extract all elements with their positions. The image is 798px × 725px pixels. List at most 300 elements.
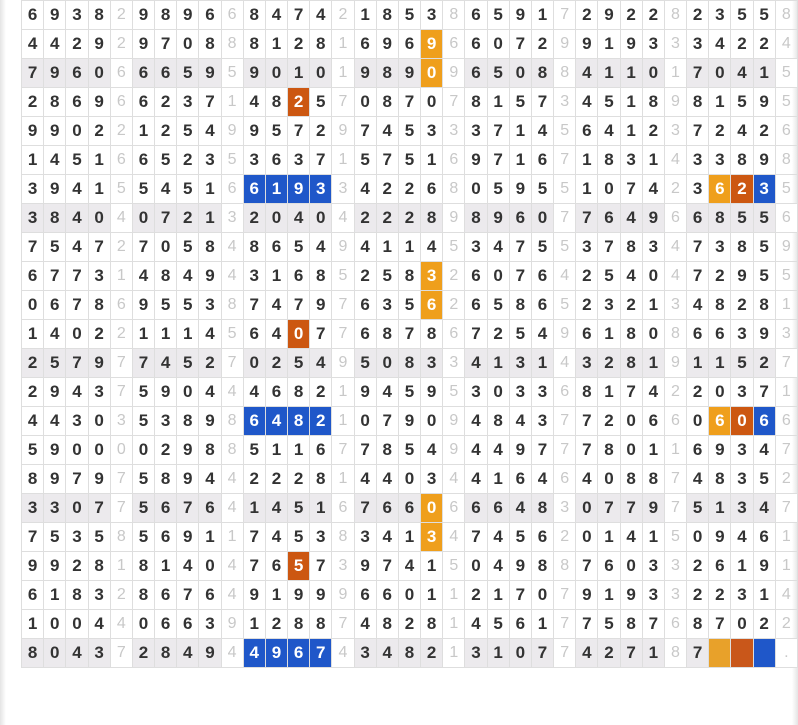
grid-cell: 9	[177, 436, 199, 465]
grid-row	[22, 552, 798, 581]
grid-cell: 1	[775, 378, 797, 407]
grid-cell: 6	[265, 378, 287, 407]
grid-cell: 3	[576, 349, 598, 378]
grid-cell: 1	[775, 552, 797, 581]
grid-cell: 0	[487, 30, 509, 59]
grid-cell: 9	[243, 117, 265, 146]
grid-cell: 9	[443, 204, 465, 233]
grid-cell: 4	[66, 233, 88, 262]
grid-cell: 9	[177, 465, 199, 494]
grid-cell: 7	[531, 639, 553, 668]
grid-cell: 3	[155, 407, 177, 436]
grid-cell: 1	[687, 349, 709, 378]
grid-cell: 8	[376, 88, 398, 117]
grid-cell: 5	[132, 523, 154, 552]
grid-cell: 5	[554, 117, 576, 146]
grid-cell: 4	[354, 175, 376, 204]
grid-row	[22, 523, 798, 552]
grid-row	[22, 175, 798, 204]
grid-cell: 1	[421, 581, 443, 610]
grid-cell: 7	[664, 465, 686, 494]
grid-cell: 1	[199, 204, 221, 233]
grid-cell: 1	[775, 291, 797, 320]
grid-cell: 9	[310, 581, 332, 610]
grid-cell: 8	[421, 204, 443, 233]
grid-cell: 5	[22, 436, 44, 465]
grid-cell: 4	[576, 465, 598, 494]
grid-cell: 1	[775, 523, 797, 552]
grid-cell: 9	[509, 436, 531, 465]
grid-cell: 7	[598, 233, 620, 262]
grid-cell: 2	[199, 349, 221, 378]
grid-cell: 2	[155, 436, 177, 465]
grid-cell: 6	[199, 1, 221, 30]
grid-cell: 4	[376, 378, 398, 407]
grid-cell: 2	[709, 262, 731, 291]
grid-row	[22, 349, 798, 378]
grid-cell: 6	[376, 581, 398, 610]
grid-cell: 7	[687, 59, 709, 88]
grid-cell: 1	[22, 320, 44, 349]
grid-cell: 5	[487, 1, 509, 30]
grid-cell: 6	[265, 552, 287, 581]
grid-cell: 3	[775, 320, 797, 349]
grid-cell: 5	[332, 262, 354, 291]
grid-cell: 1	[620, 59, 642, 88]
grid-cell: 2	[531, 30, 553, 59]
grid-cell: 7	[576, 610, 598, 639]
grid-cell: 0	[421, 407, 443, 436]
grid-cell: 7	[775, 494, 797, 523]
grid-cell: 5	[288, 523, 310, 552]
grid-cell: 8	[221, 407, 243, 436]
grid-cell: 9	[354, 59, 376, 88]
grid-cell: 3	[199, 610, 221, 639]
grid-cell: 2	[753, 30, 775, 59]
grid-cell: 2	[398, 204, 420, 233]
grid-cell: 8	[709, 291, 731, 320]
grid-cell: 9	[421, 378, 443, 407]
grid-cell: 9	[443, 436, 465, 465]
grid-cell: 0	[642, 59, 664, 88]
grid-row	[22, 59, 798, 88]
grid-cell: 2	[443, 291, 465, 320]
grid-cell: 6	[709, 320, 731, 349]
grid-cell: 2	[243, 465, 265, 494]
grid-cell: 0	[576, 523, 598, 552]
grid-cell: 8	[709, 204, 731, 233]
grid-cell: 9	[709, 436, 731, 465]
grid-cell: 4	[44, 146, 66, 175]
grid-cell: 1	[265, 262, 287, 291]
grid-cell: 2	[487, 320, 509, 349]
grid-cell: 1	[88, 146, 110, 175]
grid-cell: 0	[132, 204, 154, 233]
grid-cell: 5	[731, 204, 753, 233]
grid-cell: 6	[509, 204, 531, 233]
grid-cell: 9	[44, 1, 66, 30]
grid-cell: 0	[66, 494, 88, 523]
grid-cell: 4	[775, 581, 797, 610]
grid-cell: .	[775, 639, 797, 668]
grid-cell: 6	[576, 117, 598, 146]
grid-cell: 0	[132, 436, 154, 465]
grid-cell: 8	[531, 494, 553, 523]
grid-cell: 5	[664, 523, 686, 552]
grid-cell: 4	[576, 639, 598, 668]
grid-cell: 4	[221, 494, 243, 523]
grid-cell: 3	[687, 146, 709, 175]
grid-cell: 8	[88, 552, 110, 581]
grid-cell: 2	[177, 146, 199, 175]
grid-cell: 7	[376, 146, 398, 175]
grid-row	[22, 262, 798, 291]
grid-cell: 6	[221, 175, 243, 204]
grid-cell: 4	[531, 320, 553, 349]
grid-cell: 4	[199, 117, 221, 146]
highlighted-cell: 1	[265, 175, 287, 204]
grid-cell: 2	[110, 581, 132, 610]
grid-cell: 3	[332, 552, 354, 581]
grid-cell: 3	[421, 465, 443, 494]
grid-cell: 6	[753, 523, 775, 552]
grid-cell: 4	[354, 465, 376, 494]
grid-cell: 0	[487, 262, 509, 291]
grid-cell: 5	[132, 465, 154, 494]
grid-cell: 3	[687, 175, 709, 204]
grid-cell: 3	[687, 30, 709, 59]
grid-cell: 2	[265, 465, 287, 494]
grid-cell: 3	[731, 378, 753, 407]
grid-cell: 6	[110, 291, 132, 320]
grid-cell: 6	[465, 262, 487, 291]
grid-cell: 0	[465, 552, 487, 581]
grid-cell: 4	[243, 88, 265, 117]
grid-cell: 2	[576, 291, 598, 320]
grid-cell: 2	[687, 552, 709, 581]
grid-cell: 8	[775, 146, 797, 175]
grid-cell: 9	[642, 494, 664, 523]
grid-cell: 1	[221, 88, 243, 117]
grid-cell: 5	[177, 117, 199, 146]
grid-cell: 4	[221, 233, 243, 262]
grid-cell: 7	[709, 610, 731, 639]
grid-cell: 9	[22, 552, 44, 581]
grid-cell: 2	[110, 320, 132, 349]
grid-cell: 1	[332, 30, 354, 59]
grid-cell: 6	[332, 494, 354, 523]
grid-cell: 3	[66, 407, 88, 436]
grid-cell: 7	[199, 88, 221, 117]
grid-cell: 1	[265, 436, 287, 465]
grid-cell: 8	[288, 610, 310, 639]
grid-cell: 7	[376, 552, 398, 581]
grid-cell: 3	[576, 233, 598, 262]
highlighted-cell: 2	[288, 88, 310, 117]
grid-cell: 1	[132, 320, 154, 349]
grid-cell: 8	[421, 610, 443, 639]
grid-cell: 6	[354, 30, 376, 59]
grid-cell: 7	[554, 204, 576, 233]
grid-cell: 2	[354, 204, 376, 233]
grid-cell: 5	[487, 610, 509, 639]
grid-cell: 9	[88, 88, 110, 117]
grid-cell: 6	[155, 581, 177, 610]
grid-cell: 8	[398, 349, 420, 378]
grid-cell: 5	[509, 523, 531, 552]
grid-cell: 3	[709, 146, 731, 175]
grid-cell: 8	[22, 465, 44, 494]
grid-cell: 8	[753, 291, 775, 320]
grid-cell: 2	[110, 233, 132, 262]
grid-cell: 4	[554, 262, 576, 291]
highlighted-cell: 3	[421, 523, 443, 552]
grid-cell: 9	[509, 175, 531, 204]
grid-cell: 9	[199, 407, 221, 436]
grid-cell: 6	[310, 436, 332, 465]
highlighted-cell: 6	[709, 407, 731, 436]
grid-cell: 6	[775, 407, 797, 436]
highlighted-cell: 2	[731, 175, 753, 204]
grid-cell: 5	[487, 175, 509, 204]
grid-cell: 6	[487, 494, 509, 523]
grid-cell: 8	[376, 320, 398, 349]
grid-cell: 9	[132, 291, 154, 320]
grid-cell: 4	[664, 262, 686, 291]
grid-cell: 4	[487, 552, 509, 581]
grid-cell: 9	[332, 233, 354, 262]
grid-cell: 7	[288, 291, 310, 320]
grid-cell: 0	[421, 88, 443, 117]
grid-cell: 5	[398, 1, 420, 30]
grid-cell: 7	[44, 262, 66, 291]
grid-cell: 4	[531, 117, 553, 146]
grid-cell: 5	[288, 349, 310, 378]
grid-cell: 1	[509, 146, 531, 175]
grid-cell: 6	[288, 262, 310, 291]
grid-cell: 8	[132, 552, 154, 581]
grid-cell: 1	[487, 639, 509, 668]
grid-cell: 8	[775, 1, 797, 30]
grid-cell: 8	[598, 146, 620, 175]
grid-cell: 9	[753, 88, 775, 117]
grid-cell: 6	[775, 204, 797, 233]
grid-cell: 0	[709, 378, 731, 407]
grid-cell: 8	[620, 349, 642, 378]
grid-cell: 4	[620, 523, 642, 552]
grid-cell: 7	[775, 349, 797, 378]
grid-cell: 6	[664, 610, 686, 639]
number-grid	[21, 0, 798, 668]
grid-cell: 5	[44, 349, 66, 378]
grid-cell: 6	[531, 523, 553, 552]
grid-cell: 3	[531, 378, 553, 407]
grid-cell: 7	[576, 407, 598, 436]
grid-cell: 6	[110, 146, 132, 175]
grid-cell: 2	[265, 610, 287, 639]
grid-cell: 7	[620, 494, 642, 523]
grid-cell: 7	[642, 610, 664, 639]
grid-cell: 6	[598, 204, 620, 233]
grid-cell: 8	[664, 639, 686, 668]
grid-cell: 8	[177, 407, 199, 436]
grid-cell: 4	[576, 88, 598, 117]
grid-cell: 0	[598, 175, 620, 204]
grid-cell: 1	[22, 610, 44, 639]
grid-cell: 1	[88, 175, 110, 204]
grid-cell: 7	[554, 610, 576, 639]
grid-cell: 1	[421, 552, 443, 581]
grid-cell: 6	[509, 465, 531, 494]
grid-cell: 6	[443, 30, 465, 59]
grid-cell: 8	[421, 320, 443, 349]
grid-cell: 3	[731, 320, 753, 349]
grid-cell: 9	[44, 378, 66, 407]
grid-cell: 1	[332, 59, 354, 88]
grid-cell: 1	[110, 262, 132, 291]
grid-cell: 4	[155, 175, 177, 204]
grid-cell: 5	[288, 494, 310, 523]
grid-cell: 1	[531, 1, 553, 30]
grid-cell: 4	[576, 59, 598, 88]
highlighted-cell: 6	[288, 639, 310, 668]
grid-cell: 4	[753, 436, 775, 465]
grid-cell: 5	[177, 175, 199, 204]
grid-cell: 4	[753, 494, 775, 523]
grid-cell: 4	[620, 262, 642, 291]
grid-cell: 1	[598, 59, 620, 88]
grid-cell: 6	[443, 494, 465, 523]
grid-cell: 8	[731, 146, 753, 175]
grid-cell: 6	[354, 581, 376, 610]
grid-cell: 9	[487, 204, 509, 233]
grid-cell: 7	[620, 639, 642, 668]
grid-cell: 5	[132, 378, 154, 407]
grid-cell: 0	[88, 59, 110, 88]
grid-cell: 6	[576, 320, 598, 349]
grid-cell: 6	[155, 610, 177, 639]
grid-cell: 4	[664, 146, 686, 175]
grid-cell: 7	[687, 117, 709, 146]
grid-cell: 7	[310, 552, 332, 581]
grid-cell: 7	[332, 610, 354, 639]
grid-cell: 7	[775, 436, 797, 465]
grid-cell: 2	[598, 349, 620, 378]
grid-cell: 0	[66, 117, 88, 146]
grid-row	[22, 639, 798, 668]
highlighted-cell: 9	[288, 175, 310, 204]
grid-cell: 9	[509, 552, 531, 581]
grid-cell: 7	[487, 117, 509, 146]
grid-cell: 5	[44, 523, 66, 552]
grid-cell: 7	[354, 436, 376, 465]
grid-cell: 3	[465, 639, 487, 668]
grid-cell: 7	[554, 407, 576, 436]
grid-cell: 3	[354, 639, 376, 668]
grid-cell: 2	[465, 581, 487, 610]
grid-cell: 1	[753, 581, 775, 610]
grid-cell: 1	[487, 581, 509, 610]
grid-cell: 3	[509, 378, 531, 407]
grid-cell: 7	[687, 262, 709, 291]
grid-cell: 3	[731, 581, 753, 610]
grid-cell: 5	[531, 233, 553, 262]
grid-cell: 3	[664, 117, 686, 146]
grid-cell: 7	[620, 378, 642, 407]
grid-cell: 9	[243, 581, 265, 610]
grid-cell: 4	[310, 233, 332, 262]
grid-cell: 5	[398, 146, 420, 175]
grid-cell: 8	[642, 88, 664, 117]
grid-cell: 3	[443, 349, 465, 378]
grid-cell: 0	[44, 610, 66, 639]
grid-cell: 9	[221, 610, 243, 639]
grid-cell: 5	[376, 262, 398, 291]
grid-cell: 6	[221, 1, 243, 30]
grid-cell: 7	[509, 581, 531, 610]
highlighted-cell: 6	[753, 407, 775, 436]
grid-cell: 9	[443, 59, 465, 88]
grid-cell: 9	[88, 465, 110, 494]
grid-cell: 2	[576, 1, 598, 30]
grid-cell: 8	[642, 465, 664, 494]
highlighted-cell: 6	[709, 175, 731, 204]
grid-cell: 1	[288, 59, 310, 88]
grid-cell: 0	[642, 262, 664, 291]
grid-cell: 2	[66, 30, 88, 59]
grid-cell: 6	[598, 552, 620, 581]
grid-cell: 1	[421, 146, 443, 175]
grid-cell: 5	[598, 262, 620, 291]
grid-cell: 4	[221, 465, 243, 494]
grid-cell: 2	[753, 610, 775, 639]
grid-cell: 2	[731, 30, 753, 59]
grid-cell: 9	[88, 30, 110, 59]
grid-cell: 3	[110, 407, 132, 436]
grid-cell: 4	[177, 262, 199, 291]
grid-cell: 4	[221, 639, 243, 668]
grid-cell: 9	[310, 291, 332, 320]
grid-cell: 8	[155, 639, 177, 668]
grid-cell: 2	[288, 465, 310, 494]
grid-cell: 5	[598, 610, 620, 639]
grid-cell: 2	[642, 1, 664, 30]
grid-cell: 8	[88, 1, 110, 30]
grid-cell: 4	[110, 610, 132, 639]
grid-cell: 8	[487, 407, 509, 436]
highlighted-cell: 2	[310, 407, 332, 436]
grid-cell: 9	[775, 233, 797, 262]
grid-cell: 5	[88, 523, 110, 552]
grid-cell: 9	[465, 146, 487, 175]
grid-cell: 9	[44, 465, 66, 494]
grid-cell: 1	[642, 436, 664, 465]
grid-row	[22, 320, 798, 349]
grid-cell: 6	[531, 262, 553, 291]
grid-cell: 0	[709, 59, 731, 88]
grid-cell: 7	[554, 1, 576, 30]
grid-cell: 4	[509, 494, 531, 523]
grid-cell: 2	[110, 30, 132, 59]
grid-cell: 8	[243, 1, 265, 30]
grid-cell: 8	[509, 291, 531, 320]
grid-cell: 1	[22, 146, 44, 175]
highlighted-cell: 8	[288, 407, 310, 436]
grid-cell: 0	[687, 523, 709, 552]
grid-cell: 6	[709, 552, 731, 581]
grid-cell: 7	[687, 639, 709, 668]
grid-cell: 1	[376, 233, 398, 262]
